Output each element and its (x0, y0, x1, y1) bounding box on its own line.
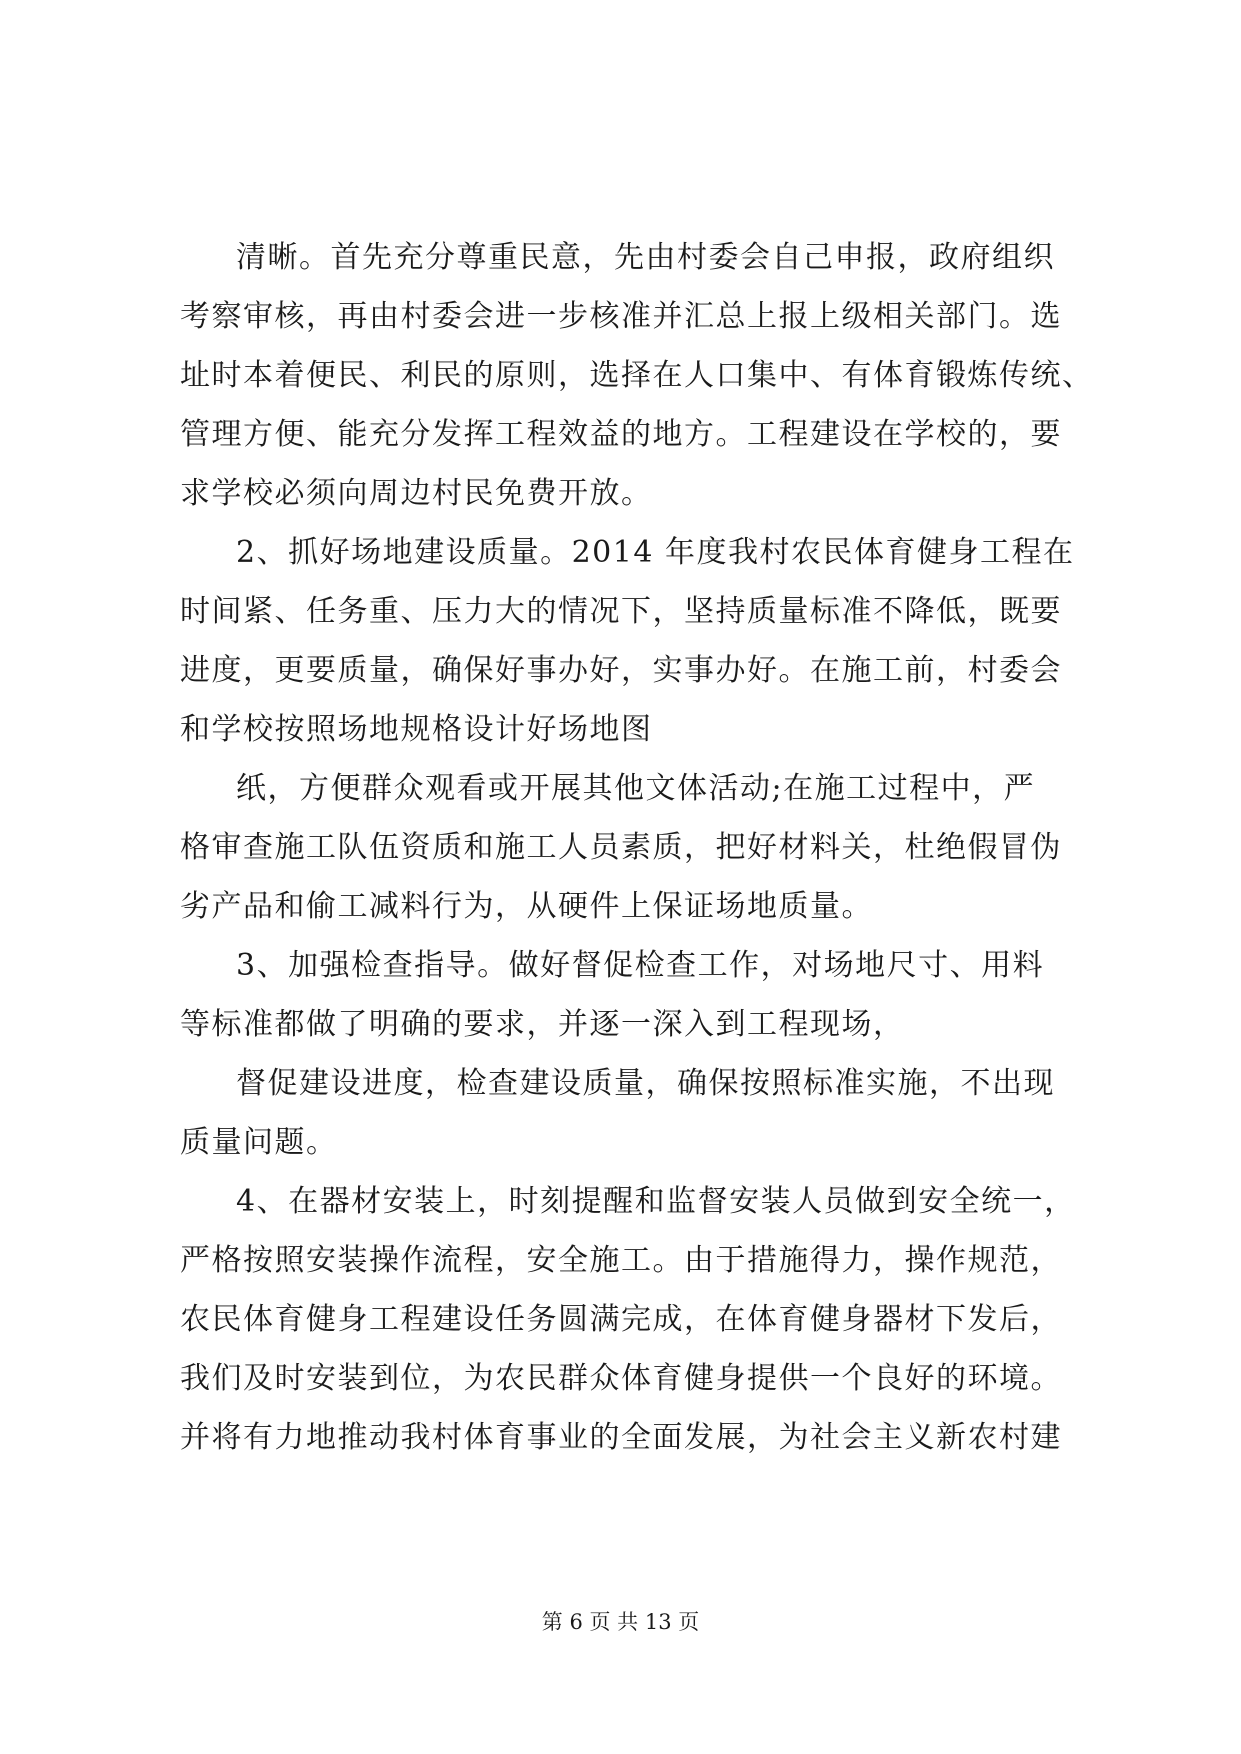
text-line: 清晰。首先充分尊重民意，先由村委会自己申报，政府组织 (236, 240, 1055, 275)
text-line: 考察审核，再由村委会进一步核准并汇总上报上级相关部门。选 (180, 299, 1062, 334)
text-line: 管理方便、能充分发挥工程效益的地方。工程建设在学校的，要 (180, 417, 1062, 452)
text-line: 求学校必须向周边村民免费开放。 (180, 476, 653, 511)
text-line: 进度，更要质量，确保好事办好，实事办好。在施工前，村委会 (180, 653, 1062, 688)
text-line: 时间紧、任务重、压力大的情况下，坚持质量标准不降低，既要 (180, 594, 1062, 629)
text-line: 督促建设进度，检查建设质量，确保按照标准实施，不出现 (236, 1066, 1055, 1101)
text-line: 3、加强检查指导。做好督促检查工作，对场地尺寸、用料 (236, 948, 1045, 983)
text-line: 4、在器材安装上，时刻提醒和监督安装人员做到安全统一， (236, 1184, 1076, 1219)
text-line: 严格按照安装操作流程，安全施工。由于措施得力，操作规范， (180, 1243, 1062, 1278)
text-line: 农民体育健身工程建设任务圆满完成，在体育健身器材下发后， (180, 1302, 1062, 1337)
text-line: 质量问题。 (180, 1125, 338, 1160)
document-body (180, 228, 1094, 1467)
text-line: 址时本着便民、利民的原则，选择在人口集中、有体育锻炼传统、 (180, 358, 1094, 393)
text-line: 和学校按照场地规格设计好场地图 (180, 712, 653, 747)
text-line: 格审查施工队伍资质和施工人员素质，把好材料关，杜绝假冒伪 (180, 830, 1062, 865)
text-line: 我们及时安装到位，为农民群众体育健身提供一个良好的环境。 (180, 1361, 1062, 1396)
text-line: 2、抓好场地建设质量。2014 年度我村农民体育健身工程在 (236, 535, 1075, 570)
text-line: 纸，方便群众观看或开展其他文体活动;在施工过程中，严 (236, 771, 1036, 806)
text-line: 等标准都做了明确的要求，并逐一深入到工程现场， (180, 1007, 905, 1042)
page-footer: 第 6 页 共 13 页 (541, 1610, 700, 1634)
text-line: 并将有力地推动我村体育事业的全面发展，为社会主义新农村建 (180, 1420, 1062, 1455)
text-line: 劣产品和偷工减料行为，从硬件上保证场地质量。 (180, 889, 873, 924)
